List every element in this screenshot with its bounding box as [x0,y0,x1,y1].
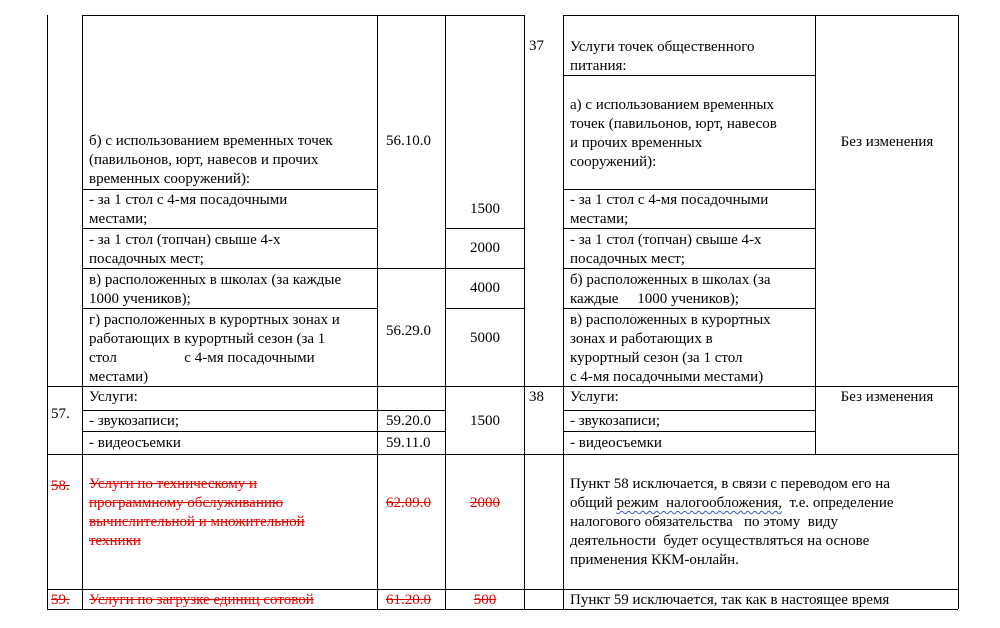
left-item-g-rate: 5000 [470,330,500,346]
row-57-number: 57. [51,406,70,422]
row-59-rate: 500 [473,592,497,608]
row-37-status: Без изменения [840,134,934,150]
row-38-services: Услуги: [570,389,619,405]
row-58-rate: 2000 [470,495,500,511]
right-item-a-text: а) с использованием временных точек (павильонов, юрт, навесов и прочих временных сооружений): [570,97,777,170]
left-item-v-text: в) расположенных в школах (за каждые 1000 учеников); [89,272,342,307]
row-57-sound: - звукозаписи; [89,413,180,429]
row-38-number: 38 [529,389,544,405]
row-37-heading: Услуги точек общественного питания: [570,39,755,74]
left-item-b2-rate: 2000 [470,240,500,256]
left-item-b2-text: - за 1 стол (топчан) свыше 4-х посадочных мест; [89,232,281,267]
row-58-code: 62.09.0 [386,495,431,511]
row-58-text: Услуги по техническому и программному обслуживанию вычислительной и множительной техники [89,476,305,549]
right-item-b-text: б) расположенных в школах (за каждые 1000 учеников); [570,272,771,307]
left-item-b1-text: - за 1 стол с 4-мя посадочными местами; [89,192,288,227]
left-item-b1-rate: 1500 [470,201,500,217]
left-item-g-code: 56.29.0 [386,323,431,339]
right-item-a2-text: - за 1 стол (топчан) свыше 4-х посадочных мест; [570,232,762,267]
row-57-video: - видеосъемки [89,435,181,451]
row-59-text: Услуги по загрузке единиц сотовой [89,592,314,608]
left-item-g-text: г) расположенных в курортных зонах и работающих в курортный сезон (за 1 стол с 4-мя посадочными местами) [89,312,340,385]
row-59-code: 61.20.0 [386,592,431,608]
row-57-sound-code: 59.20.0 [386,413,431,429]
right-item-a1-text: - за 1 стол с 4-мя посадочными местами; [570,192,769,227]
row-38-sound: - звукозаписи; [570,413,661,429]
document-page: б) с использованием временных точек (павильонов, юрт, навесов и прочих временных сооружений): 56.10.0 - за 1 стол с 4-мя посадочными местами; 1500 - за 1 стол (топчан) свыше 4-х посадочных мест; 2000 в) расположенных в школах (за каждые 1000 учеников); 4000 г) расположенных в курортных зонах и работающих в курортный сезон (за 1 стол с 4-мя посадочными местами) 56.29.0 5000 57. Услуги: - звукозаписи; 59.20.0 - видеосъемки 59.11.0 1500 58. Услуги по техническому и программному обслуживанию вычислительной и множительной техники 62.09.0 2000 59. Услуги по загрузке единиц сотовой 61.20.0 500 37 Услуги точек общественного питания: а) с использованием временных точек (павильонов, юрт, навесов и прочих временных сооружений): Без изменения - за 1 стол с 4-мя посадочными местами; - за 1 стол (топчан) свыше 4-х посадочных мест; б) расположенных в школах (за каждые 1000 учеников); в) расположенных в курортных зонах и работающих в курортный сезон (за 1 стол с 4-мя посадочными местами) 38 Услуги: - звукозаписи; - видеосъемки Без изменения Пункт 58 исключается, в связи с переводом его на общий режим налогообложения, т.е. определение налогового обязательства по этому виду деятельности будет осуществляться на основе применения ККМ-онлайн. Пункт 59 исключается, так как в настоящее время [0,0,1000,628]
row-57-services: Услуги: [89,389,138,405]
right-item-v-text: в) расположенных в курортных зонах и работающих в курортный сезон (за 1 стол с 4-мя посадочными местами) [570,312,771,385]
row-58-number: 58. [51,478,70,494]
left-item-v-rate: 4000 [470,280,500,296]
row-59-number: 59. [51,592,70,608]
row-38-video: - видеосъемки [570,435,662,451]
row-57-rate: 1500 [470,413,500,429]
row-59-note: Пункт 59 исключается, так как в настоящее время [570,592,890,608]
row-57-video-code: 59.11.0 [386,435,431,451]
row-37-number: 37 [529,38,544,54]
row-38-status: Без изменения [840,389,934,405]
left-item-b-code: 56.10.0 [386,133,431,149]
left-item-b-text: б) с использованием временных точек (павильонов, юрт, навесов и прочих временных сооружений): [89,133,333,187]
